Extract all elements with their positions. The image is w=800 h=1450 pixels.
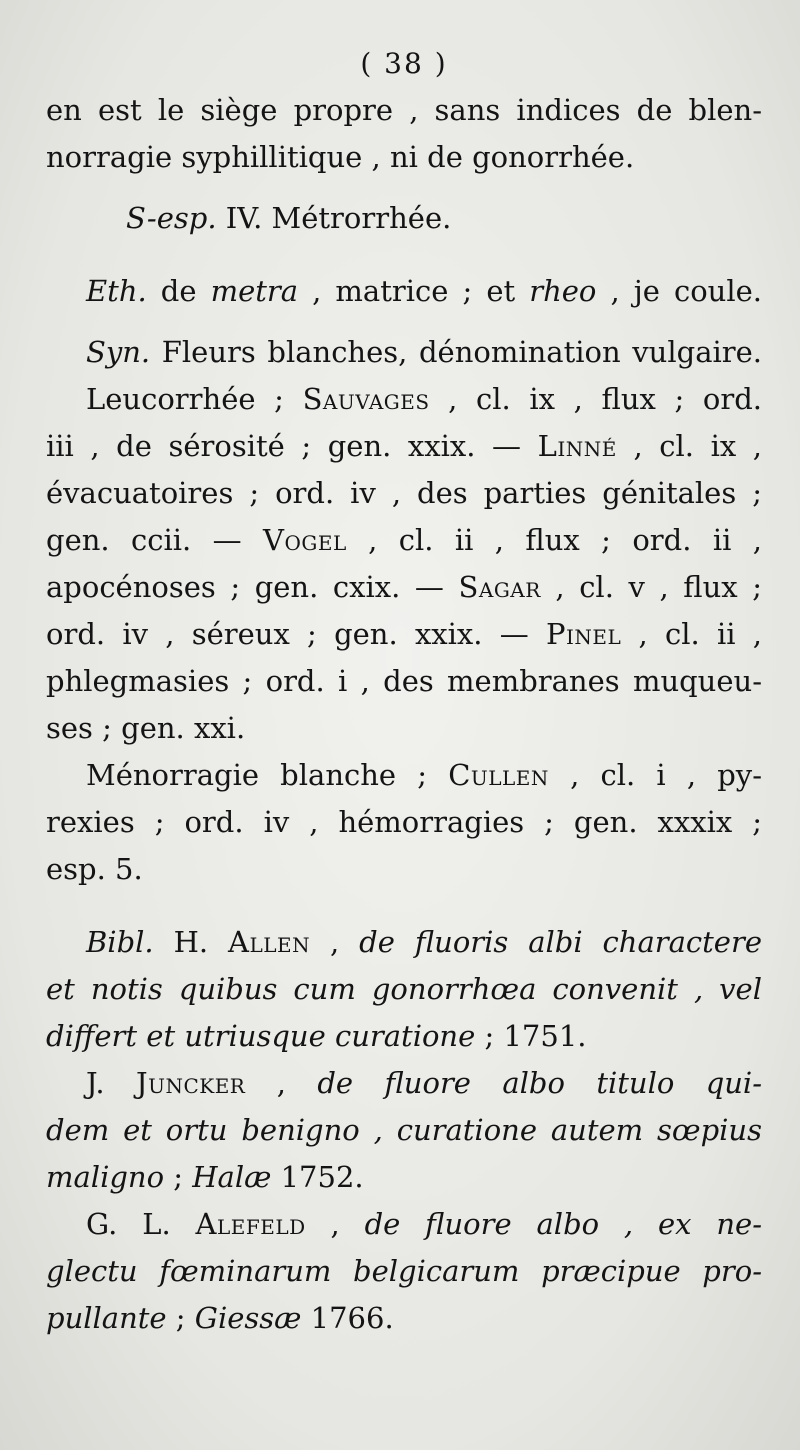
- text-line: Leucorrhée ; Sauvages , cl. ix , flux ; ord.: [86, 382, 762, 416]
- etymology-line: Eth. de metra , matrice ; et rheo , je coule.: [86, 274, 762, 308]
- text-line: dem et ortu benigno , curatione autem sœpius: [46, 1113, 762, 1147]
- synonym-line: Syn. Fleurs blanches, dénomination vulgaire.: [86, 335, 762, 369]
- text-line: Ménorragie blanche ; Cullen , cl. i , py-: [86, 758, 762, 792]
- text-line: esp. 5.: [46, 852, 143, 886]
- subspecies-title: IV. Métrorrhée.: [216, 201, 452, 235]
- page-number: ( 38 ): [360, 47, 448, 80]
- text-line: glectu fœminarum belgicarum præcipue pro-: [46, 1254, 762, 1288]
- text-line: évacuatoires ; ord. iv , des parties génitales ;: [46, 476, 762, 510]
- text-line: ses ; gen. xxi.: [46, 711, 246, 745]
- text-line: iii , de sérosité ; gen. xxix. — Linné , cl. ix ,: [46, 429, 762, 463]
- text-line: maligno ; Halæ 1752.: [46, 1160, 364, 1194]
- text-line: norragie syphillitique , ni de gonorrhée.: [46, 140, 635, 174]
- bibliography-line: G. L. Alefeld , de fluore albo , ex ne-: [86, 1207, 763, 1241]
- text-line: pullante ; Giessæ 1766.: [46, 1301, 394, 1335]
- text-line: differt et utriusque curatione ; 1751.: [46, 1019, 587, 1053]
- text-line: en est le siège propre , sans indices de blen-: [46, 93, 762, 127]
- subspecies-label: S-esp.: [126, 201, 217, 235]
- text-line: et notis quibus cum gonorrhœa convenit , vel: [46, 972, 762, 1006]
- page-text: [46, 40, 762, 1342]
- text-line: ord. iv , séreux ; gen. xxix. — Pinel , cl. ii ,: [46, 617, 762, 651]
- text-line: gen. ccii. — Vogel , cl. ii , flux ; ord. ii ,: [46, 523, 762, 557]
- text-line: apocénoses ; gen. cxix. — Sagar , cl. v , flux ;: [46, 570, 762, 604]
- bibliography-line: J. Juncker , de fluore albo titulo qui-: [86, 1066, 763, 1100]
- text-line: phlegmasies ; ord. i , des membranes muqueu-: [46, 664, 762, 698]
- bibliography-line: Bibl. H. Allen , de fluoris albi charactere: [86, 925, 762, 959]
- text-line: rexies ; ord. iv , hémorragies ; gen. xxxix ;: [46, 805, 762, 839]
- subspecies-heading: [46, 195, 762, 242]
